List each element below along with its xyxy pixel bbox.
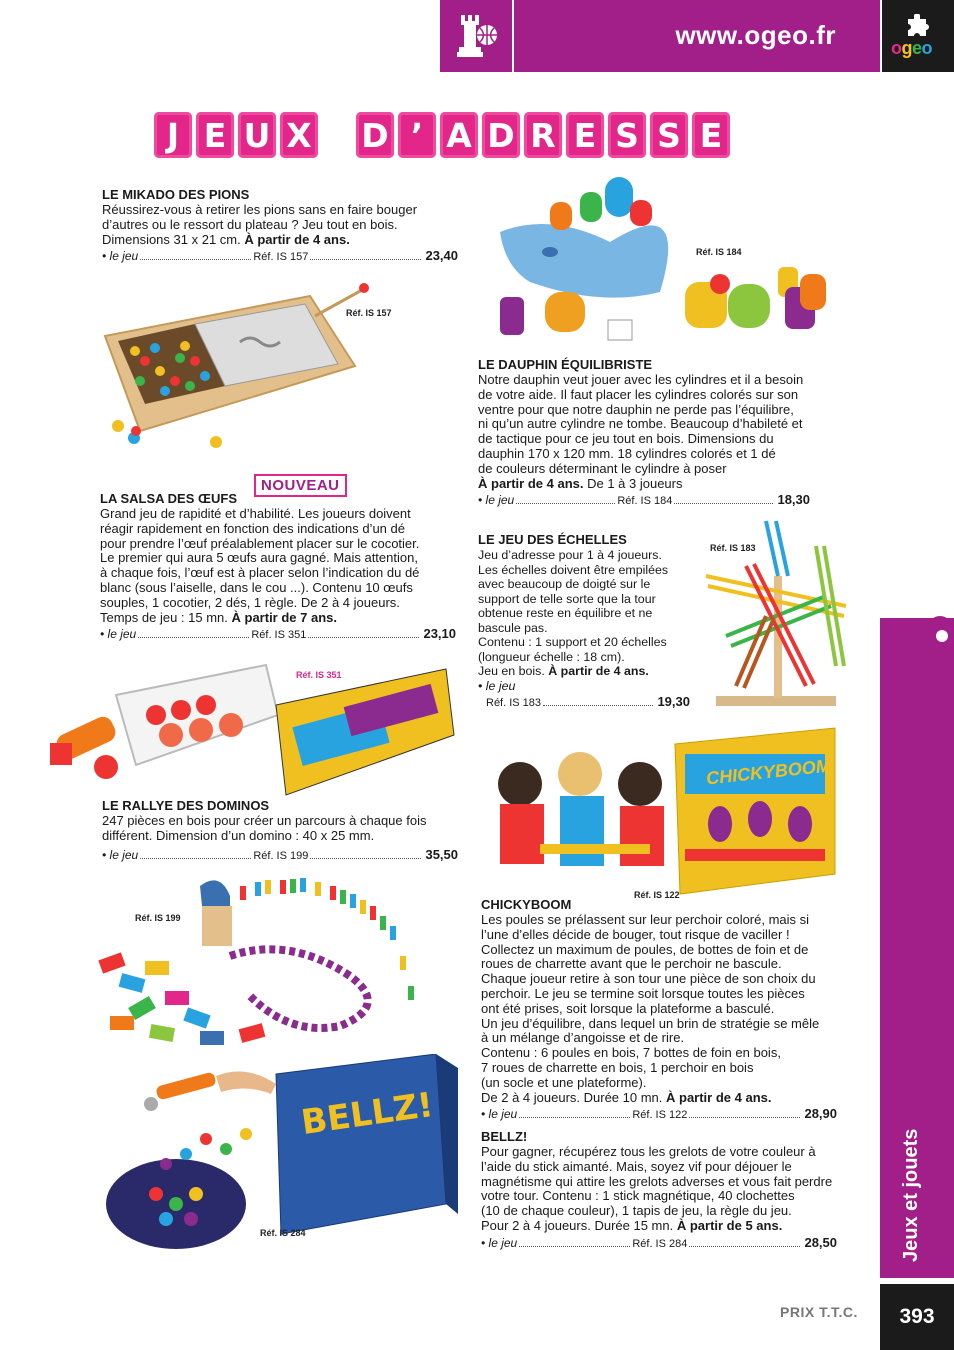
product-desc: Pour gagner, récupérez tous les grelots de votre couleur à l’aide du stick aimanté. Mais, soyez vif pour déjouer le magnétisme qui attire les grelots adverses et vous fait perdre votre tour. Contenu : 1 stick magnétique, 40 clochettes (10 de chaque couleur), 1 tapis de jeu, la règle du jeu. Pour 2 à 4 joueurs. Durée 15 mn. À partir de 5 ans. [481, 1144, 833, 1233]
title-letter: ’ [398, 112, 436, 158]
echelles-image [696, 516, 854, 716]
title-letter: S [608, 112, 646, 158]
title-letter: J [154, 112, 192, 158]
title-letter: E [566, 112, 604, 158]
product-price: 18,30 [777, 492, 811, 508]
new-badge: NOUVEAU [254, 474, 347, 497]
title-letter: X [280, 112, 318, 158]
product-name: CHICKYBOOM [481, 897, 572, 912]
image-ref: Réf. IS 351 [296, 670, 342, 680]
chickyboom-image [480, 724, 840, 902]
ogeo-logo: ogeo [891, 38, 933, 58]
rallye-image [90, 866, 454, 1056]
product-price: 28,50 [804, 1234, 838, 1250]
puzzle-tab-icon [920, 608, 954, 652]
box-title: BELLZ! [298, 1084, 436, 1144]
title-space [322, 112, 352, 158]
product-name: LE RALLYE DES DOMINOS [102, 798, 270, 813]
product-echelles [478, 532, 690, 711]
product-ref: Réf. IS 351 [251, 629, 307, 642]
product-chickyboom [481, 897, 837, 1123]
product-desc: Jeu d’adresse pour 1 à 4 joueurs. Les échelles doivent être empilées avec beaucoup de doigté sur le support de telle sorte que la tour obtenue reste en équilibre et ne bascule pas. Contenu : 1 support et 20 échelles (longueur échelle : 18 cm). Jeu en bois. À partir de 4 ans. • le jeu [478, 548, 669, 693]
header-icon-box [440, 0, 512, 72]
product-rallye [102, 798, 458, 864]
header-bar [514, 0, 880, 72]
product-desc: 247 pièces en bois pour créer un parcours à chaque fois différent. Dimension d’un domino : 40 x 25 mm. [102, 813, 427, 843]
product-ref: Réf. IS 157 [253, 251, 309, 264]
product-price: 23,10 [423, 626, 457, 642]
product-desc: Notre dauphin veut jouer avec les cylindres et il a besoin de votre aide. Il faut placer les cylindres colorés sur son ventre pour que notre dauphin ne perde pas l’équilibre, ni qu’un autre cylindre ne tombe. Beaucoup d’habileté et de tactique pour ce jeu tout en bois. Dimensions du dauphin 170 x 120 mm. 18 cylindres colorés et 1 dé de couleurs déterminant le cylindre à poser À partir de 4 ans. De 1 à 3 joueurs [478, 372, 804, 491]
product-ref: Réf. IS 284 [632, 1237, 688, 1250]
product-desc: Grand jeu de rapidité et d’habilité. Les joueurs doivent réagir rapidement en fonction des indications d’un dé pour prendre l’œuf préalablement placer sur le cocotier. Le premier qui aura 5 œufs aura gagné. Mais attention, à chaque fois, l’œuf est à placer selon l’indication du dé blanc (sous l’aiselle, dans le cou ...). Contenu 10 œufs souples, 1 cocotier, 2 dés, 1 règle. De 2 à 4 joueurs. Temps de jeu : 15 mn. À partir de 7 ans. [100, 506, 420, 625]
image-ref: Réf. IS 157 [346, 308, 392, 318]
price-line: • le jeu Réf. IS 122 28,90 [481, 1106, 838, 1122]
title-letter: S [650, 112, 688, 158]
product-desc: Les poules se prélassent sur leur perchoir coloré, mais si l’une d’elles décide de bouger, tout risque de vaciller ! Collectez un maximum de poules, de bottes de foin et de roues de charrette avant que le perchoir ne bascule. Chaque joueur retire à son tour une pièce de son choix du perchoir. Le jeu se termine soit lorsque toutes les pièces ont été prises, soit lorsque la plateforme a basculé. Un jeu d’équilibre, dans lequel un brin de stratégie se mêle à un mélange d’angoisse et de rire. Contenu : 6 poules en bois, 7 bottes de foin en bois, 7 roues de charrette en bois, 1 perchoir en bois (un socle et une plateforme). De 2 à 4 joueurs. Durée 10 mn. À partir de 4 ans. [481, 912, 820, 1105]
price-line [478, 694, 690, 711]
image-ref: Réf. IS 199 [135, 913, 181, 923]
product-ref: Réf. IS 183 [486, 697, 542, 709]
title-letter: E [692, 112, 730, 158]
price-line: • le jeu Réf. IS 284 28,50 [481, 1234, 838, 1250]
product-name: LE DAUPHIN ÉQUILIBRISTE [478, 357, 653, 372]
page-number: 393 [880, 1284, 954, 1350]
product-dauphin [478, 357, 810, 509]
product-name: BELLZ! [481, 1129, 528, 1144]
product-price: 28,90 [804, 1106, 838, 1122]
product-price: 23,40 [425, 248, 459, 264]
mikado-image [100, 276, 400, 466]
image-ref: Réf. IS 184 [696, 247, 742, 257]
title-letter: E [196, 112, 234, 158]
price-line: • le jeu Réf. IS 184 18,30 [478, 492, 811, 508]
chess-basketball-icon [451, 13, 501, 59]
brand-logo-box [882, 0, 954, 72]
price-line: • le jeu Réf. IS 351 23,10 [100, 626, 457, 642]
product-name: LE MIKADO DES PIONS [102, 187, 250, 202]
title-letter: D [482, 112, 520, 158]
page-title [154, 112, 730, 158]
product-ref: Réf. IS 199 [253, 849, 309, 862]
title-letter: R [524, 112, 562, 158]
dauphin-image [490, 172, 840, 344]
box-title: CHICKYBOOM [705, 755, 832, 789]
bellz-image [96, 1054, 460, 1260]
product-price: 35,50 [425, 846, 459, 862]
site-url[interactable]: www.ogeo.fr [675, 20, 836, 50]
title-letter: D [356, 112, 394, 158]
product-mikado [102, 187, 458, 265]
product-name: LA SALSA DES ŒUFS [100, 491, 237, 506]
title-letter: A [440, 112, 478, 158]
product-ref: Réf. IS 184 [617, 495, 673, 508]
product-name: LE JEU DES ÉCHELLES [478, 532, 627, 547]
product-salsa [100, 491, 456, 643]
category-label: Jeux et jouets [900, 1128, 922, 1262]
product-desc: Réussirez-vous à retirer les pions sans en faire bouger d’autres ou le ressort du plateau ? Jeu tout en bois. Dimensions 31 x 21 cm. À partir de 4 ans. [102, 202, 418, 247]
puzzle-piece-icon [906, 14, 930, 38]
salsa-image [46, 655, 458, 803]
image-ref: Réf. IS 284 [260, 1228, 306, 1238]
product-price: 19,30 [657, 694, 690, 709]
title-letter: U [238, 112, 276, 158]
price-note: PRIX T.T.C. [780, 1304, 858, 1320]
image-ref: Réf. IS 183 [710, 543, 756, 553]
product-ref: Réf. IS 122 [632, 1109, 688, 1122]
price-line: • le jeu Réf. IS 199 35,50 [102, 846, 459, 862]
image-ref: Réf. IS 122 [634, 890, 680, 900]
product-bellz [481, 1129, 837, 1252]
price-line: • le jeu Réf. IS 157 23,40 [102, 248, 459, 264]
